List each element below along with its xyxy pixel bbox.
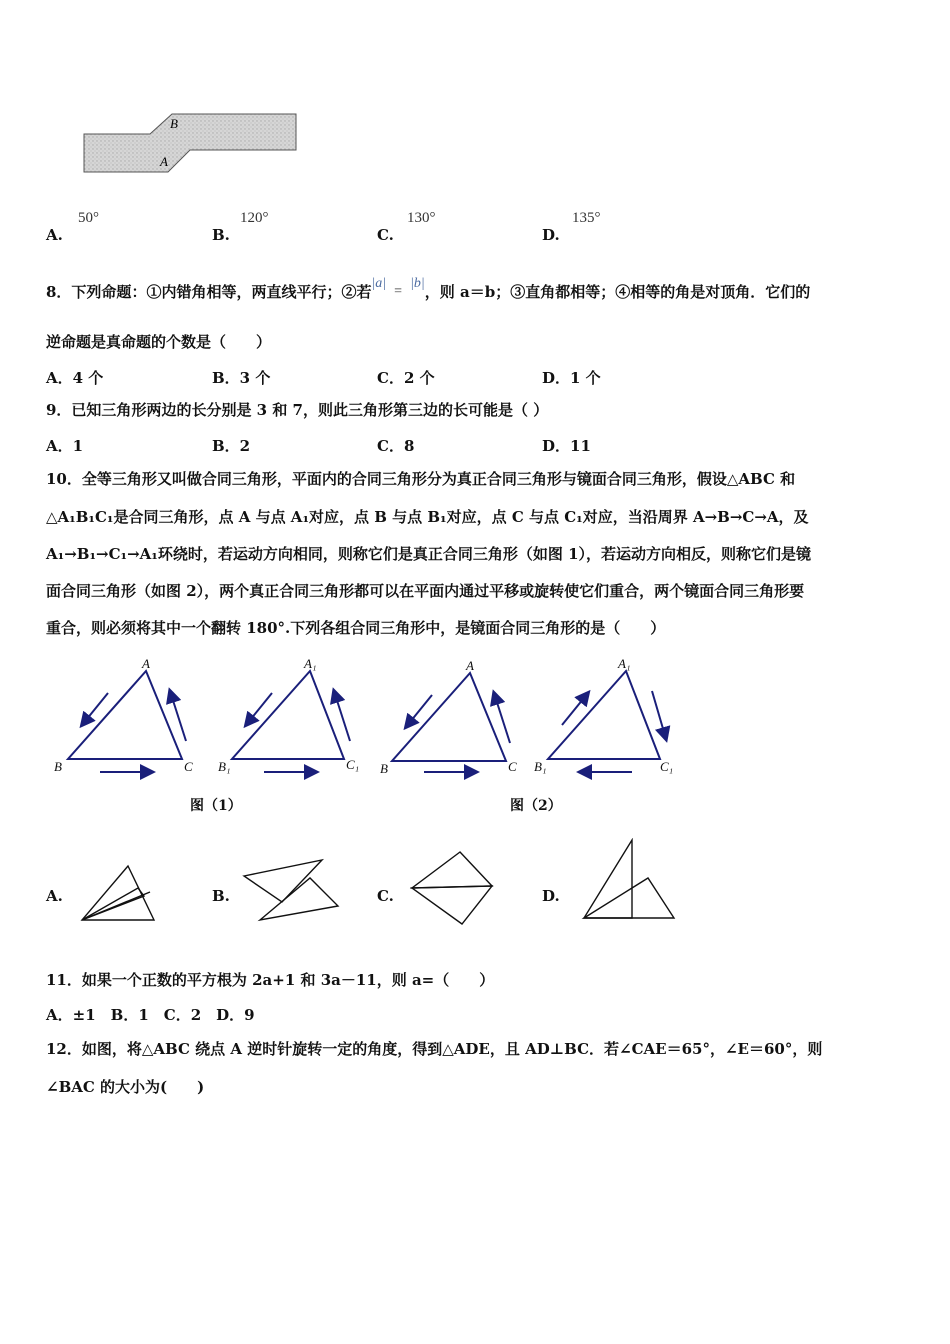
q10-option-b: B.: [212, 887, 230, 905]
q12-line1: 12．如图，将△ABC 绕点 A 逆时针旋转一定的角度，得到△ADE，且 AD⊥BC．若∠CAE＝65°，∠E＝60°，则: [46, 1040, 823, 1058]
label-a1-2: A₁: [304, 656, 317, 671]
label-b1-2: B₁: [218, 759, 231, 774]
q8-line2: 逆命题是真命题的个数是（ ）: [46, 333, 272, 351]
q8-option-b: B．3 个: [212, 369, 271, 387]
label-c-1: C: [184, 759, 193, 774]
abs-eq: =: [394, 284, 403, 299]
q7-option-d-value: 135°: [572, 210, 601, 226]
q8-option-a: A．4 个: [46, 369, 104, 387]
label-b-1: B: [54, 759, 62, 774]
q10-option-c-figure: [408, 848, 496, 928]
q7-option-a-letter: A.: [46, 226, 63, 244]
q10-option-d: D.: [542, 887, 560, 905]
q7-option-b-letter: B.: [212, 226, 230, 244]
label-b-3: B: [380, 761, 388, 776]
abs-b: |b|: [410, 276, 425, 291]
label-b1-4: B₁: [534, 759, 547, 774]
q10-line5: 重合，则必须将其中一个翻转 180°.下列各组合同三角形中，是镜面合同三角形的是（ ）: [46, 619, 666, 637]
label-c1-4: C₁: [660, 759, 674, 774]
q9-option-d: D．11: [542, 437, 591, 455]
q8-option-d: D．1 个: [542, 369, 601, 387]
q10-option-b-figure: [240, 858, 344, 924]
q10-option-a-figure: [78, 862, 164, 926]
q8-line1-pre: 8．下列命题：①内错角相等，两直线平行；②若: [46, 283, 372, 301]
q9-option-b: B．2: [212, 437, 251, 455]
fig2-caption: 图（2）: [510, 798, 562, 814]
q8-line1: [46, 276, 811, 302]
abs-a: |a|: [371, 276, 387, 291]
q10-line1: 10．全等三角形又叫做合同三角形，平面内的合同三角形分为真正合同三角形与镜面合同三角形，假设△ABC 和: [46, 470, 796, 488]
congruent-triangles-figure: [48, 655, 688, 785]
label-c1-2: C₁: [346, 757, 360, 772]
q11-options: A．±1 B．1 C．2 D．9: [46, 1006, 255, 1024]
q11-stem: 11．如果一个正数的平方根为 2a+1 和 3a－11，则 a=（ ）: [46, 971, 495, 989]
q10-option-a: A.: [46, 887, 63, 905]
fig1-caption: 图（1）: [190, 798, 242, 814]
q7-option-c-value: 130°: [407, 210, 436, 226]
road-label-a: A: [160, 154, 168, 169]
label-a-3: A: [466, 658, 474, 673]
triangle-abc-fig2: [392, 673, 506, 761]
q7-option-b-value: 120°: [240, 210, 269, 226]
triangle-a1b1c1-fig1: [232, 671, 344, 759]
label-c-3: C: [508, 759, 517, 774]
q10-line2: △A₁B₁C₁是合同三角形，点 A 与点 A₁对应，点 B 与点 B₁对应，点 C 与点 C₁对应，当沿周界 A→B→C→A，及: [46, 508, 809, 526]
q9-stem: 9．已知三角形两边的长分别是 3 和 7，则此三角形第三边的长可能是（ ）: [46, 401, 549, 419]
q9-option-c: C．8: [377, 437, 415, 455]
label-a-1: A: [142, 656, 150, 671]
triangle-abc-fig1: [68, 671, 182, 759]
road-label-b: B: [170, 116, 178, 131]
q7-option-d-letter: D.: [542, 226, 560, 244]
q10-line3: A₁→B₁→C₁→A₁环绕时，若运动方向相同，则称它们是真正合同三角形（如图 1），若运动方向相反，则称它们是镜: [46, 545, 812, 563]
q9-option-a: A．1: [46, 437, 84, 455]
q7-option-c-letter: C.: [377, 226, 394, 244]
triangle-a1b1c1-fig2: [548, 671, 660, 759]
q7-option-a-value: 50°: [78, 210, 99, 226]
q10-option-c: C.: [377, 887, 394, 905]
q8-line1-post: ，则 a＝b；③直角都相等；④相等的角是对顶角．它们的: [424, 283, 811, 301]
q10-option-d-figure: [580, 838, 680, 922]
q12-line2: ∠BAC 的大小为( ): [46, 1078, 205, 1096]
q10-line4: 面合同三角形（如图 2），两个真正合同三角形都可以在平面内通过平移或旋转使它们重合，两个镜面合同三角形要: [46, 582, 805, 600]
road-bend-figure: [80, 108, 300, 178]
label-a1-4: A₁: [618, 656, 631, 671]
q8-option-c: C．2 个: [377, 369, 435, 387]
